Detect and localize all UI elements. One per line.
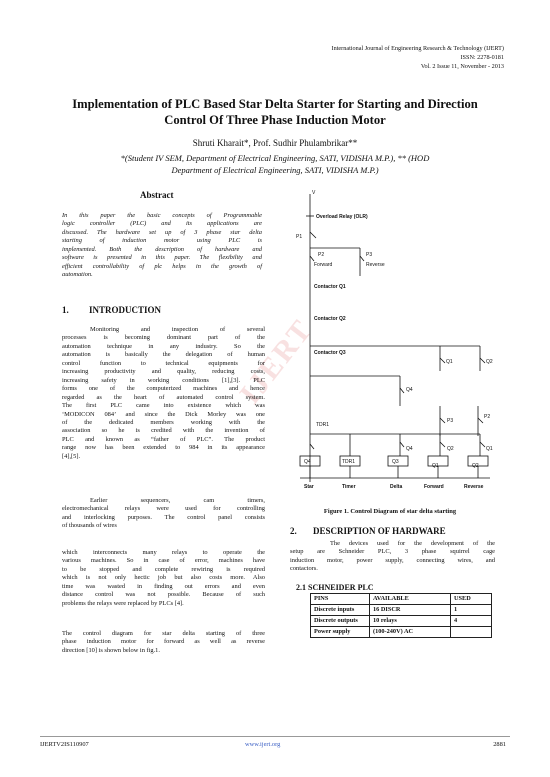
- coil-tdr1: TDR1: [342, 459, 356, 465]
- table-header-row: [311, 594, 492, 605]
- label-reverse: Reverse: [366, 262, 385, 268]
- text-line: and interlocking purposes. The control panel consists: [62, 513, 265, 521]
- text-line: logic controller (PLC) and its applications are: [62, 220, 262, 228]
- text-line: setup are Schneider PLC, 3 phase squirrel cage: [290, 548, 495, 556]
- table-cell: 4: [451, 616, 492, 627]
- text-line: contactors.: [290, 565, 318, 573]
- label-tdr1-contact: TDR1: [316, 422, 330, 428]
- text-line: automation technique in any industry. So the: [62, 342, 265, 350]
- label-star: Star: [304, 484, 314, 490]
- hardware-heading-text: DESCRIPTION OF HARDWARE: [313, 526, 446, 536]
- control-diagram: [290, 186, 495, 496]
- text-line: which interconnects many relays to operate the: [62, 549, 265, 556]
- text-line: to be stopped and complete rewiring is required: [62, 565, 265, 573]
- text-line: phase induction motor for forward as well as reverse: [62, 638, 265, 646]
- text-line: processes is becoming dominant part of the: [62, 334, 265, 342]
- text-line: software is presented in this paper. The flexibility and: [62, 254, 262, 262]
- text-line: which is not only hectic job but also costs more. Also: [62, 574, 265, 582]
- text-line: time was wasted in finding out errors and even: [62, 582, 265, 590]
- text-line: The devices used for the development of the: [330, 540, 495, 547]
- label-q1-low: Q1: [486, 446, 493, 452]
- journal-name: International Journal of Engineering Research & Technology (IJERT): [331, 45, 504, 52]
- table-cell: Discrete outputs: [311, 616, 370, 627]
- label-contactor-q2: Contactor Q2: [314, 316, 346, 322]
- label-timer: Timer: [342, 484, 356, 490]
- text-line: implemented. Both the description of hardware and: [62, 245, 262, 253]
- volume-info: Vol. 2 Issue 11, November - 2013: [420, 63, 504, 70]
- ijert-watermark: IJERT: [233, 313, 320, 411]
- table-header-cell: PINS: [311, 594, 370, 605]
- footer-paper-id: IJERTV2IS110907: [40, 741, 89, 748]
- coil-q2: Q2: [472, 463, 479, 469]
- text-line: increasing productivity and quality, reducing costs,: [62, 368, 265, 376]
- table-cell: 16 DISCR: [370, 605, 451, 616]
- intro-paragraph-3: [62, 549, 265, 608]
- table-cell: 10 relays: [370, 616, 451, 627]
- table-header-cell: USED: [451, 594, 492, 605]
- label-q4-mid: Q4: [406, 387, 413, 393]
- label-p3-low: P3: [447, 418, 454, 424]
- label-delta: Delta: [390, 484, 403, 490]
- text-line: induction motor, power supply, connecting wires, and: [290, 556, 495, 564]
- table-row: [311, 627, 492, 638]
- label-p2-low: P2: [484, 414, 491, 420]
- intro-paragraph-2: [62, 497, 265, 531]
- text-line: In this paper the basic concepts of Programmable: [62, 212, 262, 219]
- text-line: problems the relays were replaced by PLCs [4].: [62, 599, 184, 607]
- affiliations: [60, 152, 490, 176]
- label-olr: Overload Relay (OLR): [316, 214, 368, 220]
- label-contactor-q3: Contactor Q3: [314, 350, 346, 356]
- affiliation-line-1: *(Student IV SEM, Department of Electrical Engineering, SATI, VIDISHA M.P.), ** (HOD: [120, 153, 430, 163]
- text-line: efficient controllability of plc helps in the growth of: [62, 262, 262, 270]
- abstract-heading: Abstract: [140, 190, 174, 200]
- text-line: PLC and known as “father of PLC”. The product: [62, 435, 265, 443]
- text-line: automation.: [62, 271, 93, 279]
- table-cell: 1: [451, 605, 492, 616]
- text-line: automation is basically the delegation of human: [62, 351, 265, 359]
- text-line: distance control was not possible. Because of such: [62, 591, 265, 599]
- label-p2: P2: [318, 252, 325, 258]
- label-p1: P1: [296, 234, 303, 240]
- title-line-1: Implementation of PLC Based Star Delta Starter for Starting and Direction: [72, 97, 478, 111]
- footer-rule: [40, 736, 510, 737]
- text-line: The first PLC came into existence which was: [62, 402, 265, 410]
- text-line: of the dedicated members working with the: [62, 418, 265, 426]
- hardware-heading: [290, 526, 446, 536]
- footer-page-number: 2881: [493, 741, 506, 748]
- text-line: increasing safety in working conditions [1],[3]. PLC: [62, 376, 265, 384]
- text-line: regarded as the heart of automated control system.: [62, 393, 265, 401]
- text-line: various machines. So in case of error, machines have: [62, 557, 265, 565]
- title-line-2: Control Of Three Phase Induction Motor: [164, 113, 386, 127]
- label-q2-top: Q2: [486, 359, 493, 365]
- label-reverse-coil: Reverse: [464, 484, 484, 490]
- coil-q3: Q3: [392, 459, 399, 465]
- abstract-body: [62, 212, 262, 280]
- issn: ISSN: 2278-0181: [460, 54, 504, 61]
- intro-paragraph-4: [62, 630, 265, 655]
- text-line: control function to technical equipments for: [62, 359, 265, 367]
- table-cell: Power supply: [311, 627, 370, 638]
- affiliation-line-2: Department of Electrical Engineering, SATI, VIDISHA M.P.): [171, 165, 379, 175]
- label-v: V: [312, 190, 316, 196]
- text-line: The control diagram for star delta starting of three: [62, 630, 265, 637]
- hardware-paragraph: [290, 540, 495, 574]
- label-forward: Forward: [314, 262, 333, 268]
- label-p3: P3: [366, 252, 373, 258]
- authors: Shruti Kharait*, Prof. Sudhir Phulambrikar**: [192, 138, 358, 148]
- intro-heading: [62, 305, 161, 315]
- text-line: discussed. The hardware set up of 3 phase star delta: [62, 228, 262, 236]
- text-line: range now has been extended to 984 in its appearance: [62, 444, 265, 452]
- label-q1-top: Q1: [446, 359, 453, 365]
- text-line: forms one of the computerized machines and hence: [62, 385, 265, 393]
- running-header: [332, 44, 504, 71]
- table-row: [311, 616, 492, 627]
- figure-caption: Figure 1. Control Diagram of star delta starting: [323, 508, 457, 515]
- text-line: starting of induction motor using PLC is: [62, 237, 262, 245]
- intro-paragraph-1: [62, 326, 265, 461]
- plc-table: [310, 593, 492, 638]
- label-q4-low: Q4: [406, 446, 413, 452]
- table-row: [311, 605, 492, 616]
- paper-title: [40, 96, 510, 128]
- hardware-heading-number: 2.: [290, 526, 297, 536]
- text-line: electromechanical relays were used for controlling: [62, 505, 265, 513]
- text-line: [4],[5].: [62, 452, 81, 460]
- schneider-plc-heading: 2.1 SCHNEIDER PLC: [296, 583, 374, 592]
- intro-heading-number: 1.: [62, 305, 69, 315]
- text-line: Monitoring and inspection of several: [90, 326, 265, 333]
- coil-q1: Q1: [432, 463, 439, 469]
- table-cell: (100-240V) AC: [370, 627, 451, 638]
- text-line: Earlier sequencers, cam timers,: [90, 497, 265, 504]
- table-cell: [451, 627, 492, 638]
- coil-q4: Q4: [304, 459, 311, 465]
- label-forward-coil: Forward: [424, 484, 444, 490]
- text-line: association so he is credited with the invention of: [62, 427, 265, 435]
- label-contactor-q1: Contactor Q1: [314, 284, 346, 290]
- intro-heading-text: INTRODUCTION: [89, 305, 162, 315]
- table-header-cell: AVAILABLE: [370, 594, 451, 605]
- text-line: of thousands of wires: [62, 522, 117, 530]
- label-q2-low: Q2: [447, 446, 454, 452]
- text-line: direction [10] is shown below in fig.1.: [62, 646, 160, 654]
- table-cell: Discrete inputs: [311, 605, 370, 616]
- footer-website-link[interactable]: www.ijert.org: [245, 741, 281, 748]
- text-line: ‘MODICON 084’ and since the Dick Morley was one: [62, 410, 265, 418]
